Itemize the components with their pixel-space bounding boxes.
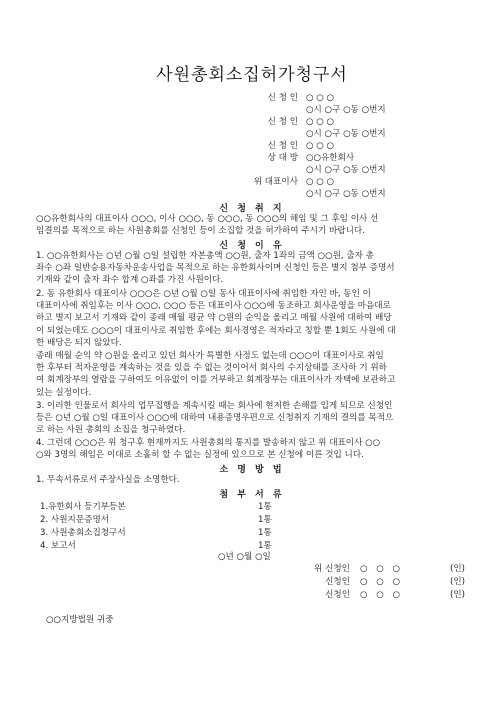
party-label: 신 청 인: [267, 141, 298, 151]
text-line: 종래 매월 순익 약 ○원을 올리고 있던 회사가 특별한 사정도 없는데 ○○○이 대표이사로 취임: [36, 351, 384, 361]
text-line: 있는 실정이다.: [36, 387, 92, 398]
text-line: 4. 그런데 ○○○은 위 청구후 현재까지도 사원총회의 통지를 발송하지 않고 위 대표이사 ○○: [36, 438, 381, 448]
signer-label: 위 신청인: [314, 564, 350, 574]
attachment-count: 1통: [258, 502, 272, 512]
filing-date: ○년 ○월 ○일: [218, 552, 271, 562]
party-name: ○ ○ ○: [306, 117, 334, 127]
reason-para-4: [36, 400, 476, 437]
attachment-name: 4. 보고서: [40, 541, 76, 551]
signer-seal: (인): [450, 590, 466, 600]
reason-para-1: [36, 250, 476, 287]
text-line: 3. 이러한 인물로서 회사의 업무집행을 계속시킬 때는 회사에 현저한 손해를 입게 되므로 신청인: [36, 401, 393, 411]
text-line: 1. ○○유한회사는 ○년 ○월 ○일 설립한 자본총액 ○○원, 출자 1좌의 금액 ○○원, 출자 총: [36, 251, 374, 261]
party-label: 위 대표이사: [253, 177, 298, 187]
text-line: 한 후부터 적자운영을 계속하는 것을 있을 수 없는 것이어서 회사의 수지상태를 조사하 기 위하: [36, 363, 387, 374]
text-line: 대표이사에 취임후는 이사 ○○○, ○○○ 등은 대표이사 ○○○에 동조하고 회사운영을 마음대로: [36, 301, 391, 312]
attachment-count: 1통: [258, 541, 272, 551]
document-title: 사원총회소집허가청구서: [156, 65, 348, 85]
attachment-count: 1통: [258, 515, 272, 525]
text-line: 좌수 ○좌 일반승용자동차운송사업을 목적으로 하는 유한회사이며 신청인 등은 별지 첨부 증명서: [36, 263, 395, 274]
signer-seal: (인): [450, 577, 466, 587]
party-name: ○ ○ ○: [306, 141, 334, 151]
reason-para-2: [36, 288, 476, 349]
reason-heading: 신 청 이 유: [219, 241, 285, 251]
party-address: ○시 ○구 ○동 ○번지: [306, 165, 386, 175]
signer-seal: (인): [450, 564, 466, 574]
attachment-count: 1통: [258, 528, 272, 538]
party-label: 신 청 인: [267, 117, 298, 127]
text-line: 로 하는 사원 총회의 소집을 청구하였다.: [36, 425, 186, 436]
party-label: 신 청 인: [267, 93, 298, 103]
party-address: ○시 ○구 ○동 ○번지: [306, 189, 386, 199]
party-label: 상 대 방: [267, 153, 298, 163]
signer-name: ○ ○ ○: [360, 564, 400, 574]
purpose-text: [36, 213, 476, 237]
reason-para-3: [36, 350, 476, 399]
text-line: 임결의를 목적으로 하는 사원총회를 신청인 등이 소집할 것을 허가하여 주시기 바랍니다.: [36, 226, 365, 237]
text-line: ○○유한회사의 대표이사 ○○○, 이사 ○○○, 동 ○○○, 동 ○○○의 해임 및 그 후임 이사 선: [36, 214, 379, 224]
party-name: ○ ○ ○: [306, 93, 334, 103]
party-name: ○○유한회사: [306, 153, 355, 163]
evidence-heading: 소 명 방 법: [219, 465, 285, 475]
text-line: 이 되었는데도 ○○○이 대표이사로 취임한 후에는 회사경영은 적자라고 칭할 뿐 1회도 사원에 대: [36, 325, 396, 336]
party-name: ○ ○ ○: [306, 177, 334, 187]
attachment-name: 3. 사원총회소집청구서: [40, 528, 126, 538]
text-line: 2. 동 유한회사 대표이사 ○○○은 ○년 ○월 ○일 동사 대표이사에 취임한 자인 바, 동인 이: [36, 289, 371, 299]
text-line: 여 회계장부의 열람을 구하여도 이유없이 이를 거부하고 회계장부는 대표이사가 자택에 보관하고: [36, 375, 396, 386]
attachment-name: 2. 사원지문증명서: [40, 515, 110, 525]
attachments-heading: 첨 부 서 류: [219, 490, 285, 500]
signer-label: 신청인: [325, 590, 350, 600]
signer-label: 신청인: [325, 577, 350, 587]
purpose-heading: 신 청 취 지: [219, 204, 285, 214]
text-line: 등은 ○년 ○월 ○일 대표이사 ○○○에 대하여 내용증명우편으로 신청취지 기재의 결의를 목적으: [36, 413, 394, 424]
signer-name: ○ ○ ○: [360, 590, 400, 600]
text-line: 한 배당은 되지 않았다.: [36, 337, 122, 348]
text-line: ○와 3명의 해임은 이대로 소홀히 할 수 없는 실정에 있으므로 본 신청에 이른 것입 니다.: [36, 450, 364, 461]
evidence-line: 1. 무속서류로서 주장사실을 소명한다.: [36, 475, 180, 485]
reason-para-5: [36, 437, 476, 461]
party-address: ○시 ○구 ○동 ○번지: [306, 129, 386, 139]
text-line: 기재와 같이 출자 좌수 합계 ○좌를 가진 사원이다.: [36, 275, 224, 286]
party-address: ○시 ○구 ○동 ○번지: [306, 105, 386, 115]
attachment-name: 1.유한회사 등기부등본: [40, 502, 126, 512]
signer-name: ○ ○ ○: [360, 577, 400, 587]
court-addressee: ○○지방법원 귀중: [46, 615, 114, 625]
text-line: 하고 별지 보고서 기재와 같이 종래 매월 평균 약 ○원의 순익을 올리고 매월 사원에 대하여 배당: [36, 313, 392, 324]
